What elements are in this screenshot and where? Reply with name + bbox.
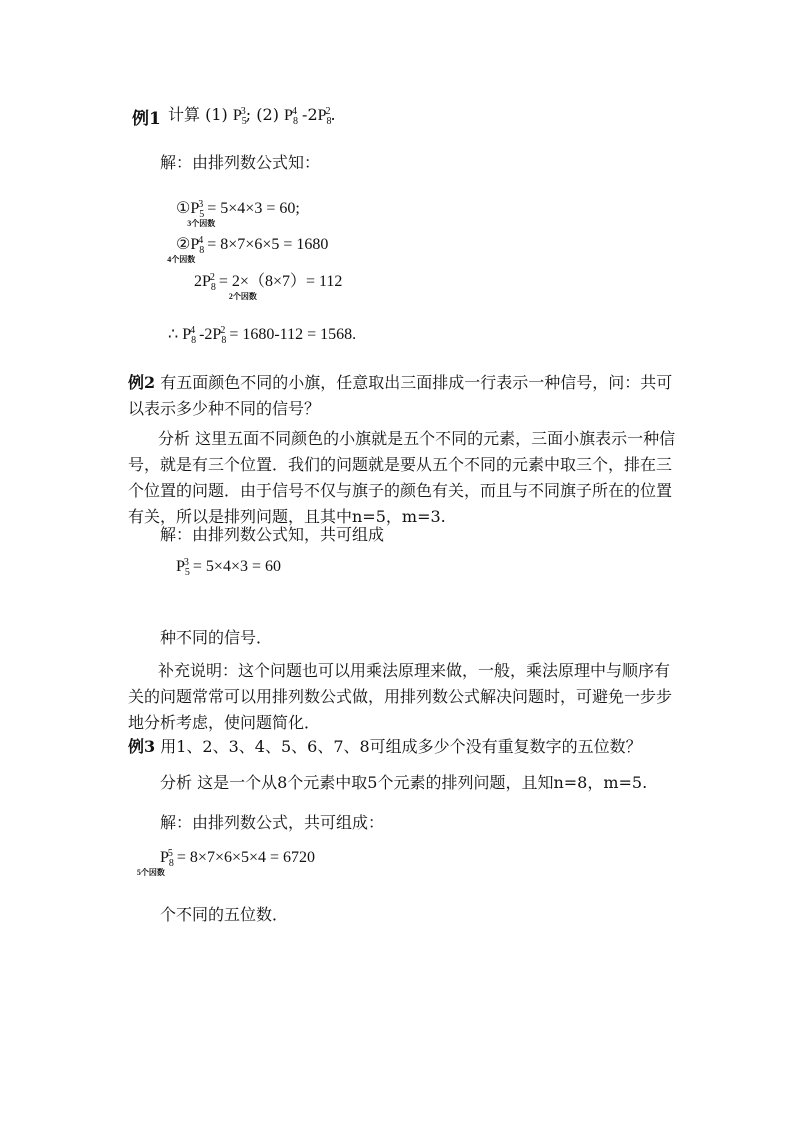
q2-number: (2) bbox=[256, 105, 279, 124]
equation-1: $①P_5^3 = 5\times 4\times 3 = 60$; 3个因数 bbox=[176, 198, 300, 228]
q1-number: (1) bbox=[205, 105, 228, 124]
example3-analysis: 分析 这是一个从8个元素中取5个元素的排列问题，且知n=8，m=5. bbox=[160, 773, 648, 792]
example2-equation: $P_5^3 = 5\times 4\times 3 = 60$ bbox=[176, 556, 281, 579]
factor-count-note: 4个因数 bbox=[167, 255, 196, 264]
equation-2: $②P_8^4 = 8\times 7\times 6\times 5 = 1680$ 4个因数 bbox=[167, 234, 329, 264]
factor-count-note: 2个因数 bbox=[228, 292, 257, 301]
example3-result: 个不同的五位数． bbox=[160, 905, 289, 924]
example3-question: 例3 用1、2、3、4、5、6、7、8可组成多少个没有重复数字的五位数？ bbox=[128, 737, 642, 756]
example3-equation: $P_8^5 = 8\times 7\times 6\times 5\times 4 = 6720$ 5个因数 bbox=[136, 847, 316, 877]
example1-label: 例1 bbox=[132, 109, 161, 129]
factor-count-note: 3个因数 bbox=[187, 219, 216, 228]
factor-count-note: 5个因数 bbox=[136, 868, 165, 877]
example3-solution-intro: 解：由排列数公式，共可组成： bbox=[160, 813, 385, 832]
equation-conclusion: ∴ $P_8^4$ $-2P_8^2 = 1680-112 = 1568$. bbox=[168, 324, 357, 347]
calc-word: 计算 bbox=[168, 105, 201, 124]
perm-p53: $P_5^3$ bbox=[232, 105, 247, 128]
example1-solution-intro: 解：由排列数公式知： bbox=[160, 153, 321, 172]
example1-question: 计算 (1) $P_5^3$; (2) $P_8^4$ $-2P_8^2$. bbox=[168, 105, 336, 128]
example2-supplement: 补充说明：这个问题也可以用乘法原理来做，一般，乘法原理中与顺序有 关的问题常常可以用排列数公式做，用排列数公式解决问题时，可避免一步步 地分析考虑，使问题简化． bbox=[128, 661, 673, 732]
example2-analysis: 分析 这里五面不同颜色的小旗就是五个不同的元素，三面小旗表示一种信 号，就是有三个位置．我们的问题就是要从五个不同的元素中取三个，排在三 个位置的问题．由于信号不仅与旗子的颜色有关，而且与不同旗子所在的位置 有关，所以是排列问题，且其中n=5，m=3. bbox=[128, 429, 676, 526]
example2-result: 种不同的信号． bbox=[160, 628, 273, 647]
perm-p84: $P_8^4$ bbox=[284, 105, 298, 128]
example2-label: 例2 bbox=[128, 373, 156, 392]
example2-solution-intro: 解：由排列数公式知，共可组成 bbox=[160, 525, 385, 544]
example3-label: 例3 bbox=[128, 737, 156, 756]
perm-p82: $P_8^2$ bbox=[317, 105, 332, 128]
equation-3: $2P_8^2 = 2\times(8\times 7)= 112$ 2个因数 bbox=[194, 271, 343, 301]
example2-question: 例2 有五面颜色不同的小旗，任意取出三面排成一行表示一种信号，问：共可 以表示多少种不同的信号？ bbox=[128, 373, 673, 418]
